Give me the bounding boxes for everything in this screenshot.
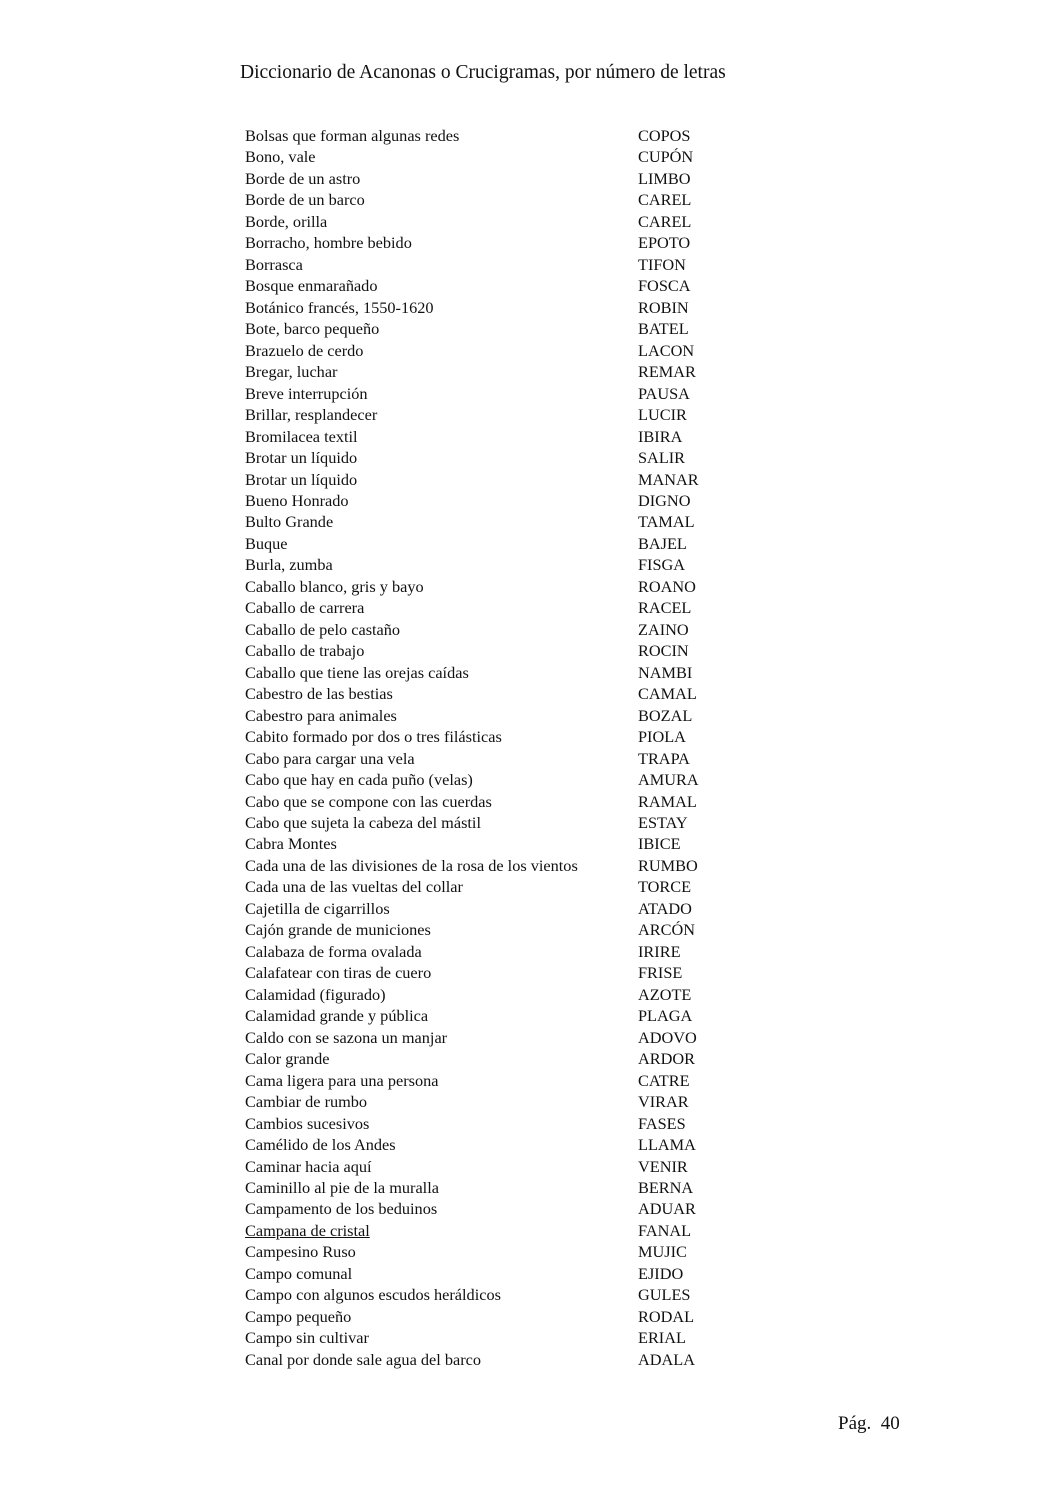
entry-row xyxy=(245,1156,805,1177)
entry-answer: ESTAY xyxy=(638,813,688,832)
entry-answer: RAMAL xyxy=(638,791,697,811)
entry-clue: Bolsas que forman algunas redes xyxy=(245,126,460,145)
entry-row xyxy=(245,640,805,661)
entry-clue: Borde, orilla xyxy=(245,211,328,231)
entry-row xyxy=(245,1220,805,1241)
entry-row xyxy=(245,1005,805,1026)
entry-row xyxy=(245,168,805,189)
entry-clue: Cabra Montes xyxy=(245,834,337,854)
entry-clue: Brotar un líquido xyxy=(245,469,358,489)
entry-answer: FISGA xyxy=(638,555,686,575)
entry-answer: ARDOR xyxy=(638,1049,695,1069)
entry-answer: SALIR xyxy=(638,448,686,468)
page-number: Pág. 40 xyxy=(838,1413,900,1434)
entry-row xyxy=(245,683,805,704)
entry-row xyxy=(245,554,805,575)
entry-row xyxy=(245,533,805,554)
entry-answer: FANAL xyxy=(638,1220,692,1240)
entry-answer: BAJEL xyxy=(638,533,687,553)
entry-answer: TIFON xyxy=(638,254,686,274)
entry-row xyxy=(245,275,805,296)
entry-row xyxy=(245,855,805,876)
entry-clue: Caballo blanco, gris y bayo xyxy=(245,576,424,596)
entry-clue: Cajón grande de municiones xyxy=(245,920,431,940)
entry-clue: Cabo para cargar una vela xyxy=(245,748,415,768)
entry-clue: Brazuelo de cerdo xyxy=(245,340,364,360)
entry-row xyxy=(245,1198,805,1219)
entry-answer: VIRAR xyxy=(638,1092,689,1112)
entry-row xyxy=(245,812,805,833)
entry-clue: Cabito formado por dos o tres filásticas xyxy=(245,727,502,747)
entry-clue: Calafatear con tiras de cuero xyxy=(245,963,432,983)
entry-answer: EJIDO xyxy=(638,1263,684,1283)
entry-clue: Caballo de carrera xyxy=(245,598,365,618)
entry-row xyxy=(245,876,805,897)
entry-answer: AMURA xyxy=(638,770,699,790)
entry-answer: IBICE xyxy=(638,834,681,854)
entry-row xyxy=(245,211,805,232)
entry-clue: Caballo de trabajo xyxy=(245,641,365,661)
entry-row xyxy=(245,1349,805,1370)
entry-clue: Caminillo al pie de la muralla xyxy=(245,1177,439,1197)
page-title: Diccionario de Acanonas o Crucigramas, por número de letras xyxy=(240,62,726,83)
entry-answer: ADOVO xyxy=(638,1027,697,1047)
entry-answer: PAUSA xyxy=(638,383,690,403)
entry-clue: Bulto Grande xyxy=(245,512,334,532)
entry-clue: Cabestro para animales xyxy=(245,705,397,725)
entry-clue: Brotar un líquido xyxy=(245,448,358,468)
entry-row xyxy=(245,146,805,167)
entry-answer: ARCÓN xyxy=(638,920,695,940)
entry-row xyxy=(245,447,805,468)
entry-answer: MUJIC xyxy=(638,1242,687,1262)
entry-answer: ZAINO xyxy=(638,619,689,639)
entry-clue: Borde de un astro xyxy=(245,168,361,188)
entry-row xyxy=(245,962,805,983)
entry-answer: PLAGA xyxy=(638,1006,693,1026)
entry-clue: Cama ligera para una persona xyxy=(245,1070,439,1090)
entry-row xyxy=(245,1027,805,1048)
entry-row xyxy=(245,404,805,425)
entry-row xyxy=(245,361,805,382)
entry-clue: Buque xyxy=(245,533,288,553)
entry-answer: DIGNO xyxy=(638,490,691,510)
entry-row xyxy=(245,490,805,511)
entry-row xyxy=(245,1048,805,1069)
entry-row xyxy=(245,791,805,812)
entry-answer: RODAL xyxy=(638,1306,695,1326)
entry-answer: ADALA xyxy=(638,1349,695,1369)
entry-clue: Bregar, luchar xyxy=(245,362,338,382)
entry-answer: BERNA xyxy=(638,1177,694,1197)
entry-clue: Calamidad grande y pública xyxy=(245,1006,429,1026)
entry-clue: Brillar, resplandecer xyxy=(245,405,378,425)
entry-answer: COPOS xyxy=(638,126,691,145)
entry-row xyxy=(245,1113,805,1134)
entry-answer: MANAR xyxy=(638,469,699,489)
entry-answer: VENIR xyxy=(638,1156,688,1176)
entry-clue: Borracho, hombre bebido xyxy=(245,233,412,253)
entry-clue: Cada una de las divisiones de la rosa de los vientos xyxy=(245,855,578,875)
entry-clue: Campo con algunos escudos heráldicos xyxy=(245,1285,501,1305)
entry-answer: BATEL xyxy=(638,319,689,339)
entry-clue: Caballo de pelo castaño xyxy=(245,619,401,639)
entry-clue: Campesino Ruso xyxy=(245,1242,356,1262)
entry-row xyxy=(245,511,805,532)
entry-clue: Breve interrupción xyxy=(245,383,368,403)
entry-row xyxy=(245,232,805,253)
entry-answer: AZOTE xyxy=(638,984,692,1004)
entry-clue: Cabo que hay en cada puño (velas) xyxy=(245,770,473,790)
entry-answer: ROANO xyxy=(638,576,696,596)
entry-row xyxy=(245,726,805,747)
entry-row xyxy=(245,1263,805,1284)
entry-row xyxy=(245,705,805,726)
entry-answer: REMAR xyxy=(638,362,696,382)
entry-clue: Burla, zumba xyxy=(245,555,333,575)
entry-answer: GULES xyxy=(638,1285,691,1305)
entry-answer: NAMBI xyxy=(638,662,693,682)
entry-row xyxy=(245,1177,805,1198)
entry-clue: Cabo que se compone con las cuerdas xyxy=(245,791,492,811)
entry-answer: ATADO xyxy=(638,898,692,918)
entry-table xyxy=(245,125,805,1370)
entry-clue: Campo sin cultivar xyxy=(245,1328,369,1348)
entry-row xyxy=(245,1327,805,1348)
entry-answer: LLAMA xyxy=(638,1135,696,1155)
entry-clue: Cabestro de las bestias xyxy=(245,684,393,704)
entry-answer: TAMAL xyxy=(638,512,695,532)
entry-answer: LIMBO xyxy=(638,168,691,188)
entry-answer: ROCIN xyxy=(638,641,689,661)
entry-row xyxy=(245,1241,805,1262)
entry-answer: FASES xyxy=(638,1113,686,1133)
entry-row xyxy=(245,340,805,361)
entry-row xyxy=(245,1134,805,1155)
entry-clue: Bote, barco pequeño xyxy=(245,319,380,339)
entry-row xyxy=(245,919,805,940)
entry-clue: Canal por donde sale agua del barco xyxy=(245,1349,481,1369)
entry-row xyxy=(245,469,805,490)
entry-row xyxy=(245,941,805,962)
entry-row xyxy=(245,125,805,146)
entry-answer: RUMBO xyxy=(638,855,698,875)
entry-clue: Camélido de los Andes xyxy=(245,1135,396,1155)
entry-clue: Cambios sucesivos xyxy=(245,1113,370,1133)
entry-row xyxy=(245,297,805,318)
entry-row xyxy=(245,833,805,854)
entry-row xyxy=(245,1306,805,1327)
entry-row xyxy=(245,426,805,447)
entry-answer: EPOTO xyxy=(638,233,691,253)
entry-clue: Botánico francés, 1550-1620 xyxy=(245,297,434,317)
entry-row xyxy=(245,662,805,683)
entry-clue: Borde de un barco xyxy=(245,190,365,210)
entry-answer: RACEL xyxy=(638,598,692,618)
entry-clue: Cabo que sujeta la cabeza del mástil xyxy=(245,813,481,832)
entry-answer: IRIRE xyxy=(638,941,681,961)
entry-clue: Campana de cristal xyxy=(245,1220,370,1240)
entry-answer: TRAPA xyxy=(638,748,690,768)
entry-answer: FOSCA xyxy=(638,276,691,296)
entry-answer: ERIAL xyxy=(638,1328,686,1348)
entry-row xyxy=(245,748,805,769)
entry-clue: Caldo con se sazona un manjar xyxy=(245,1027,448,1047)
entry-row xyxy=(245,254,805,275)
entry-answer: CAMAL xyxy=(638,684,697,704)
entry-clue: Bono, vale xyxy=(245,147,316,167)
entry-clue: Cada una de las vueltas del collar xyxy=(245,877,463,897)
entry-clue: Caminar hacia aquí xyxy=(245,1156,372,1176)
entry-answer: LUCIR xyxy=(638,405,687,425)
entry-clue: Cambiar de rumbo xyxy=(245,1092,368,1112)
entry-row xyxy=(245,1070,805,1091)
entry-answer: CAREL xyxy=(638,190,692,210)
entry-row xyxy=(245,318,805,339)
entry-clue: Bromilacea textil xyxy=(245,426,358,446)
entry-answer: BOZAL xyxy=(638,705,693,725)
entry-clue: Bueno Honrado xyxy=(245,490,349,510)
entry-row xyxy=(245,619,805,640)
entry-clue: Borrasca xyxy=(245,254,303,274)
entry-answer: CUPÓN xyxy=(638,147,694,167)
entry-answer: PIOLA xyxy=(638,727,686,747)
entry-clue: Calor grande xyxy=(245,1049,330,1069)
entry-clue: Campo pequeño xyxy=(245,1306,352,1326)
entry-answer: TORCE xyxy=(638,877,692,897)
entry-answer: IBIRA xyxy=(638,426,683,446)
entry-row xyxy=(245,189,805,210)
entry-clue: Bosque enmarañado xyxy=(245,276,378,296)
entry-clue: Cajetilla de cigarrillos xyxy=(245,898,390,918)
entry-answer: ROBIN xyxy=(638,297,689,317)
entry-answer: LACON xyxy=(638,340,695,360)
entry-clue: Campamento de los beduinos xyxy=(245,1199,438,1219)
entry-row xyxy=(245,597,805,618)
entry-row xyxy=(245,1091,805,1112)
entry-answer: CAREL xyxy=(638,211,692,231)
entry-row xyxy=(245,383,805,404)
entry-row xyxy=(245,576,805,597)
entry-answer: CATRE xyxy=(638,1070,690,1090)
entry-row xyxy=(245,769,805,790)
entry-row xyxy=(245,1284,805,1305)
entry-clue: Campo comunal xyxy=(245,1263,353,1283)
entry-answer: ADUAR xyxy=(638,1199,696,1219)
entry-row xyxy=(245,984,805,1005)
entry-clue: Calamidad (figurado) xyxy=(245,984,386,1004)
entry-row xyxy=(245,898,805,919)
entry-clue: Calabaza de forma ovalada xyxy=(245,941,422,961)
entry-answer: FRISE xyxy=(638,963,683,983)
entry-clue: Caballo que tiene las orejas caídas xyxy=(245,662,469,682)
